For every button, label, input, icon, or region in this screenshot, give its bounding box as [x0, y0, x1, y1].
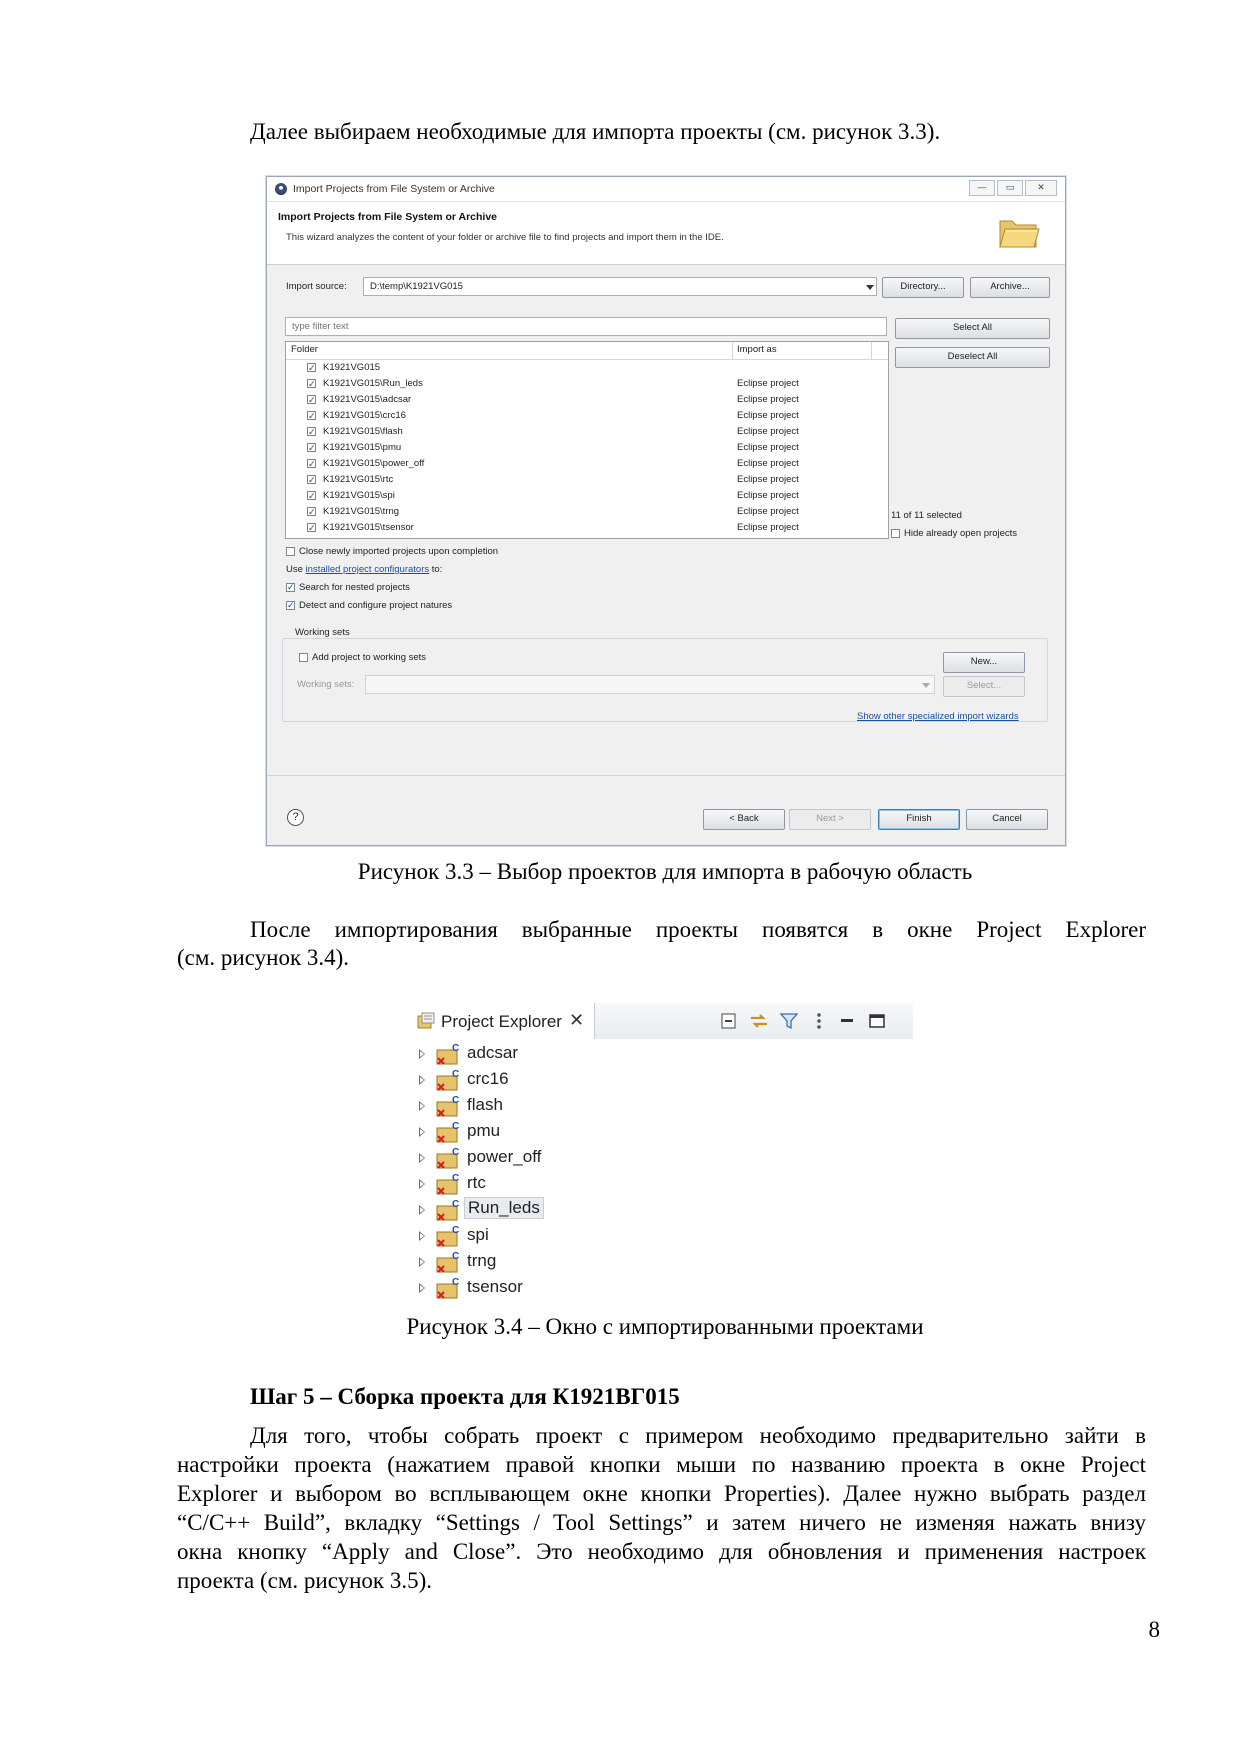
import-source-label: Import source:: [286, 281, 347, 292]
chevron-down-icon: [922, 683, 930, 688]
window-title: Import Projects from File System or Archive: [293, 183, 495, 195]
svg-text:C: C: [452, 1069, 460, 1080]
table-row[interactable]: [286, 376, 888, 392]
working-sets-title: Working sets: [295, 627, 350, 638]
paragraph-3-line-6: проекта (см. рисунок 3.5).: [177, 1568, 432, 1593]
c-project-icon: [435, 1172, 461, 1196]
minimize-button[interactable]: —: [969, 180, 995, 196]
table-row[interactable]: [286, 392, 888, 408]
project-item[interactable]: [413, 1223, 613, 1249]
project-item[interactable]: [413, 1275, 613, 1301]
svg-text:C: C: [452, 1095, 460, 1106]
view-menu-icon[interactable]: [809, 1011, 829, 1031]
paragraph-3-line-2: настройки проекта (нажатием правой кнопки мыши по названию проекта в окне Project: [177, 1452, 1146, 1477]
c-project-icon: [435, 1094, 461, 1118]
row-folder: K1921VG015\tsensor: [323, 522, 414, 533]
expand-arrow-icon[interactable]: [419, 1153, 425, 1163]
selected-count: 11 of 11 selected: [891, 510, 962, 521]
table-header: [286, 342, 888, 360]
project-item[interactable]: [413, 1249, 613, 1275]
figure-caption-3-3: Рисунок 3.3 – Выбор проектов для импорта в рабочую область: [357, 859, 973, 884]
link-with-editor-icon[interactable]: [749, 1011, 769, 1031]
row-import-as: Eclipse project: [737, 506, 799, 517]
svg-text:C: C: [452, 1147, 460, 1158]
row-folder: K1921VG015\spi: [323, 490, 395, 501]
row-import-as: Eclipse project: [737, 378, 799, 389]
filter-icon[interactable]: [779, 1011, 799, 1031]
expand-arrow-icon[interactable]: [419, 1231, 425, 1241]
expand-arrow-icon[interactable]: [419, 1179, 425, 1189]
project-name: spi: [467, 1225, 489, 1244]
table-row[interactable]: [286, 424, 888, 440]
row-import-as: Eclipse project: [737, 426, 799, 437]
c-project-icon: [435, 1120, 461, 1144]
expand-arrow-icon[interactable]: [419, 1205, 425, 1215]
expand-arrow-icon[interactable]: [419, 1049, 425, 1059]
svg-text:C: C: [452, 1277, 460, 1288]
expand-arrow-icon[interactable]: [419, 1283, 425, 1293]
project-item[interactable]: [413, 1041, 613, 1067]
select-working-sets-button[interactable]: Select...: [943, 676, 1025, 697]
column-folder[interactable]: Folder: [291, 344, 318, 355]
project-item[interactable]: [413, 1145, 613, 1171]
paragraph-2-line-2: (см. рисунок 3.4).: [177, 945, 350, 970]
add-to-working-sets-label: Add project to working sets: [312, 652, 427, 663]
row-import-as: Eclipse project: [737, 410, 799, 421]
filter-input[interactable]: [285, 317, 887, 336]
project-name: tsensor: [467, 1277, 523, 1296]
row-folder: K1921VG015\flash: [323, 426, 403, 437]
row-import-as: Eclipse project: [737, 474, 799, 485]
table-row[interactable]: [286, 408, 888, 424]
row-checkbox[interactable]: [307, 427, 316, 436]
wizard-description: This wizard analyzes the content of your folder or archive file to find projects and import them in the IDE.: [286, 232, 724, 243]
c-project-icon: [435, 1068, 461, 1092]
row-folder: K1921VG015\adcsar: [323, 394, 412, 405]
eclipse-icon: [275, 183, 287, 195]
close-tab-icon[interactable]: ✕: [569, 1010, 585, 1030]
row-import-as: Eclipse project: [737, 490, 799, 501]
use-prefix: Use: [286, 564, 303, 575]
project-explorer-panel: [413, 1003, 913, 1303]
hide-open-checkbox[interactable]: [891, 529, 900, 538]
search-nested-checkbox[interactable]: [286, 583, 295, 592]
cancel-button[interactable]: Cancel: [966, 809, 1048, 830]
paragraph-3-line-5: окна кнопку “Apply and Close”. Это необходимо для обновления и применения настроек: [177, 1539, 1146, 1564]
row-folder: K1921VG015\crc16: [323, 410, 406, 421]
column-import-as[interactable]: Import as: [737, 344, 777, 355]
working-sets-label: Working sets:: [297, 679, 355, 690]
table-row[interactable]: [286, 520, 888, 536]
row-checkbox[interactable]: [307, 363, 316, 372]
row-checkbox[interactable]: [307, 443, 316, 452]
section-heading: Шаг 5 – Сборка проекта для К1921ВГ015: [250, 1384, 680, 1409]
table-row[interactable]: [286, 488, 888, 504]
project-name: flash: [467, 1095, 503, 1114]
figure-caption-3-4: Рисунок 3.4 – Окно с импортированными проектами: [406, 1314, 924, 1339]
row-folder: K1921VG015: [323, 362, 381, 373]
row-checkbox[interactable]: [307, 523, 316, 532]
explorer-title: Project Explorer: [441, 1012, 562, 1031]
wizard-header: [267, 202, 1065, 265]
minimize-icon[interactable]: [837, 1011, 857, 1031]
table-row[interactable]: [286, 472, 888, 488]
directory-button[interactable]: Directory...: [882, 277, 964, 298]
expand-arrow-icon[interactable]: [419, 1075, 425, 1085]
row-checkbox[interactable]: [307, 379, 316, 388]
row-import-as: Eclipse project: [737, 458, 799, 469]
project-item[interactable]: [413, 1093, 613, 1119]
table-row[interactable]: [286, 456, 888, 472]
row-checkbox[interactable]: [307, 395, 316, 404]
maximize-icon[interactable]: [867, 1011, 887, 1031]
add-to-working-sets-checkbox[interactable]: [299, 653, 308, 662]
row-checkbox[interactable]: [307, 459, 316, 468]
close-newly-label: Close newly imported projects upon completion: [299, 546, 499, 557]
configurators-line: [286, 563, 442, 577]
paragraph-2-line-1: После импортирования выбранные проекты появятся в окне Project Explorer: [250, 917, 1146, 942]
project-item[interactable]: [413, 1067, 613, 1093]
intro-paragraph: Далее выбираем необходимые для импорта проекты (см. рисунок 3.3).: [250, 119, 941, 144]
select-all-button[interactable]: Select All: [895, 318, 1050, 339]
import-projects-dialog: [266, 176, 1066, 846]
row-checkbox[interactable]: [307, 411, 316, 420]
new-working-set-button[interactable]: New...: [943, 652, 1025, 673]
c-project-icon: [435, 1042, 461, 1066]
table-row[interactable]: [286, 360, 888, 376]
project-item[interactable]: [413, 1171, 613, 1197]
svg-text:C: C: [452, 1173, 460, 1184]
close-newly-checkbox[interactable]: [286, 547, 295, 556]
folder-icon: [997, 215, 1041, 251]
page-number: 8: [1148, 1617, 1160, 1642]
project-item[interactable]: [413, 1119, 613, 1145]
project-name: trng: [467, 1251, 497, 1270]
svg-text:C: C: [452, 1043, 460, 1054]
expand-arrow-icon[interactable]: [419, 1101, 425, 1111]
project-name: crc16: [467, 1069, 509, 1088]
expand-arrow-icon[interactable]: [419, 1257, 425, 1267]
working-sets-combo: [365, 675, 935, 694]
deselect-all-button[interactable]: Deselect All: [895, 347, 1050, 368]
paragraph-3-line-1: Для того, чтобы собрать проект с примером необходимо предварительно зайти в: [250, 1423, 1146, 1448]
show-other-wizards-link[interactable]: Show other specialized import wizards: [857, 711, 1019, 722]
wizard-title: Import Projects from File System or Archive: [278, 211, 498, 223]
dialog-titlebar: [267, 177, 1065, 202]
search-nested-label: Search for nested projects: [299, 582, 410, 593]
table-row[interactable]: [286, 504, 888, 520]
project-name: Run_leds: [464, 1197, 544, 1219]
maximize-button[interactable]: ▭: [997, 180, 1023, 196]
explorer-tab[interactable]: [413, 1003, 595, 1039]
row-folder: K1921VG015\rtc: [323, 474, 394, 485]
expand-arrow-icon[interactable]: [419, 1127, 425, 1137]
row-folder: K1921VG015\power_off: [323, 458, 425, 469]
svg-text:C: C: [452, 1121, 460, 1132]
finish-button[interactable]: Finish: [878, 809, 960, 830]
project-explorer-icon: [416, 1011, 436, 1031]
c-project-icon: [435, 1250, 461, 1274]
c-project-icon: [435, 1276, 461, 1300]
import-source-combo[interactable]: D:\temp\K1921VG015: [363, 277, 877, 296]
row-checkbox[interactable]: [307, 475, 316, 484]
chevron-down-icon[interactable]: [866, 285, 874, 290]
paragraph-3-line-4: “C/C++ Build”, вкладку “Settings / Tool Settings” и затем ничего не изменяя нажать внизу: [177, 1510, 1146, 1535]
next-button[interactable]: Next >: [789, 809, 871, 830]
use-suffix: to:: [431, 564, 443, 575]
c-project-icon: [435, 1198, 461, 1222]
c-project-icon: [435, 1224, 461, 1248]
svg-text:C: C: [452, 1199, 460, 1210]
row-import-as: Eclipse project: [737, 522, 799, 533]
back-button[interactable]: < Back: [703, 809, 785, 830]
table-row[interactable]: [286, 440, 888, 456]
bottom-separator: [267, 775, 1065, 776]
svg-text:C: C: [452, 1251, 460, 1262]
help-icon[interactable]: ?: [287, 809, 304, 826]
archive-button[interactable]: Archive...: [970, 277, 1050, 298]
hide-open-label: Hide already open projects: [904, 528, 1018, 539]
svg-text:C: C: [452, 1225, 460, 1236]
project-name: power_off: [467, 1147, 542, 1166]
project-name: adcsar: [467, 1043, 519, 1062]
row-folder: K1921VG015\Run_leds: [323, 378, 423, 389]
row-import-as: Eclipse project: [737, 394, 799, 405]
projects-table: [285, 341, 889, 539]
project-name: pmu: [467, 1121, 501, 1140]
detect-natures-checkbox[interactable]: [286, 601, 295, 610]
project-item-selected[interactable]: [413, 1197, 613, 1223]
detect-natures-label: Detect and configure project natures: [299, 600, 453, 611]
close-window-button[interactable]: ✕: [1025, 180, 1057, 196]
row-import-as: Eclipse project: [737, 442, 799, 453]
collapse-all-icon[interactable]: [719, 1011, 739, 1031]
c-project-icon: [435, 1146, 461, 1170]
row-checkbox[interactable]: [307, 507, 316, 516]
row-folder: K1921VG015\trng: [323, 506, 400, 517]
project-name: rtc: [467, 1173, 486, 1192]
row-folder: K1921VG015\pmu: [323, 442, 402, 453]
configurators-link[interactable]: installed project configurators: [305, 564, 430, 575]
row-checkbox[interactable]: [307, 491, 316, 500]
paragraph-3-line-3: Explorer и выбором во всплывающем окне кнопки Properties). Далее нужно выбрать раздел: [177, 1481, 1146, 1506]
